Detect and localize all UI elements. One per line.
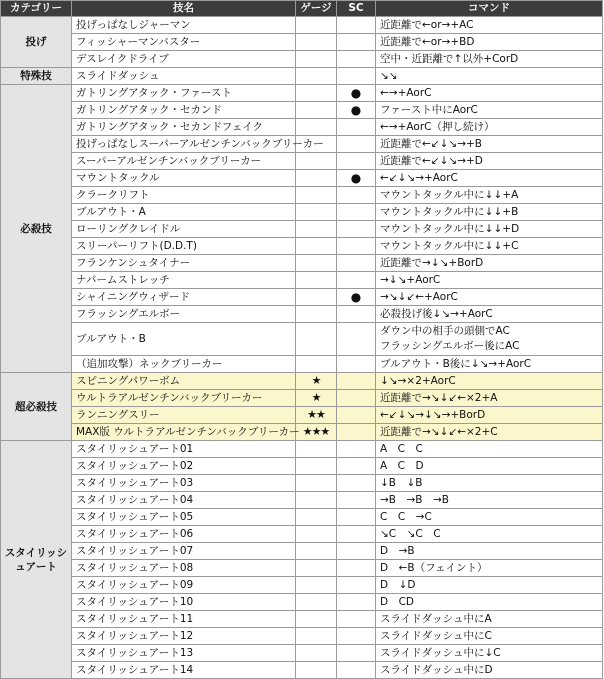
command-cell: 近距離で→↘↓↙←×2+C: [376, 424, 603, 441]
sc-cell: [337, 51, 376, 68]
move-name-cell: スタイリッシュアート09: [72, 577, 296, 594]
gauge-cell: [296, 17, 337, 34]
sc-cell: [337, 407, 376, 424]
command-cell: マウントタックル中に↓↓+C: [376, 238, 603, 255]
gauge-cell: [296, 119, 337, 136]
gauge-cell: [296, 645, 337, 662]
gauge-cell: [296, 170, 337, 187]
gauge-cell: ★: [296, 373, 337, 390]
gauge-cell: [296, 509, 337, 526]
sc-cell: [337, 306, 376, 323]
table-row: [1, 356, 603, 373]
gauge-cell: [296, 238, 337, 255]
command-cell: 近距離で→↘↓↙←×2+A: [376, 390, 603, 407]
move-name-cell: シャイニングウィザード: [72, 289, 296, 306]
command-cell: →B →B →B: [376, 492, 603, 509]
command-cell: マウントタックル中に↓↓+B: [376, 204, 603, 221]
move-name-cell: ガトリングアタック・セカンド: [72, 102, 296, 119]
gauge-cell: [296, 289, 337, 306]
sc-cell: [337, 424, 376, 441]
table-row: [1, 543, 603, 560]
move-name-cell: ガトリングアタック・セカンドフェイク: [72, 119, 296, 136]
sc-cell: [337, 119, 376, 136]
command-cell: ←→+AorC（押し続け）: [376, 119, 603, 136]
header-sc: SC: [337, 1, 376, 17]
table-row: [1, 526, 603, 543]
command-cell: スライドダッシュ中にC: [376, 628, 603, 645]
gauge-cell: [296, 255, 337, 272]
gauge-cell: [296, 306, 337, 323]
table-row: [1, 238, 603, 255]
move-name-cell: スタイリッシュアート02: [72, 458, 296, 475]
move-name-cell: ローリングクレイドル: [72, 221, 296, 238]
table-row: [1, 509, 603, 526]
sc-cell: [337, 68, 376, 85]
sc-cell: [337, 526, 376, 543]
sc-cell: ●: [337, 170, 376, 187]
sc-cell: [337, 17, 376, 34]
category-cell: 投げ: [1, 17, 72, 68]
command-cell: →↘↓↙←+AorC: [376, 289, 603, 306]
gauge-cell: [296, 543, 337, 560]
sc-cell: [337, 492, 376, 509]
move-list-body: [1, 17, 603, 679]
table-row: [1, 458, 603, 475]
move-name-cell: スピニングパワーボム: [72, 373, 296, 390]
table-row: [1, 221, 603, 238]
command-cell: スライドダッシュ中にA: [376, 611, 603, 628]
move-name-cell: フィッシャーマンバスター: [72, 34, 296, 51]
gauge-cell: [296, 441, 337, 458]
sc-cell: [337, 356, 376, 373]
move-name-cell: スタイリッシュアート11: [72, 611, 296, 628]
sc-cell: [337, 611, 376, 628]
sc-cell: ●: [337, 102, 376, 119]
move-name-cell: スタイリッシュアート08: [72, 560, 296, 577]
move-name-cell: デスレイクドライブ: [72, 51, 296, 68]
command-cell: スライドダッシュ中にD: [376, 662, 603, 679]
table-row: [1, 170, 603, 187]
category-cell: 特殊技: [1, 68, 72, 85]
sc-cell: [337, 221, 376, 238]
move-name-cell: （追加攻撃）ネックブリーカー: [72, 356, 296, 373]
gauge-cell: [296, 102, 337, 119]
header-row: [1, 1, 603, 17]
command-line: ダウン中の相手の頭側でAC: [380, 325, 510, 337]
table-row: [1, 68, 603, 85]
command-cell: スライドダッシュ中に↓C: [376, 645, 603, 662]
move-name-cell: 投げっぱなしスーパーアルゼンチンバックブリーカー: [72, 136, 296, 153]
command-cell: D ↓D: [376, 577, 603, 594]
gauge-cell: [296, 628, 337, 645]
table-row: [1, 323, 603, 356]
sc-cell: [337, 238, 376, 255]
gauge-cell: [296, 560, 337, 577]
table-row: [1, 272, 603, 289]
gauge-cell: [296, 68, 337, 85]
table-row: [1, 560, 603, 577]
gauge-cell: [296, 475, 337, 492]
table-row: [1, 289, 603, 306]
move-name-cell: 投げっぱなしジャーマン: [72, 17, 296, 34]
command-cell: マウントタックル中に↓↓+A: [376, 187, 603, 204]
table-row: [1, 85, 603, 102]
move-name-cell: マウントタックル: [72, 170, 296, 187]
gauge-cell: [296, 577, 337, 594]
table-row: [1, 424, 603, 441]
move-name-cell: スリーパーリフト(D.D.T): [72, 238, 296, 255]
move-name-cell: スタイリッシュアート10: [72, 594, 296, 611]
table-row: [1, 51, 603, 68]
header-gauge: ゲージ: [296, 1, 337, 17]
gauge-cell: [296, 34, 337, 51]
gauge-cell: [296, 187, 337, 204]
sc-cell: [337, 577, 376, 594]
table-row: [1, 628, 603, 645]
sc-cell: [337, 34, 376, 51]
gauge-cell: [296, 153, 337, 170]
sc-cell: [337, 475, 376, 492]
command-cell: 近距離で←or→+BD: [376, 34, 603, 51]
sc-cell: [337, 628, 376, 645]
command-cell: ↘C ↘C C: [376, 526, 603, 543]
category-cell: 必殺技: [1, 85, 72, 373]
sc-cell: [337, 390, 376, 407]
command-cell: [376, 323, 603, 356]
sc-cell: [337, 136, 376, 153]
table-row: [1, 119, 603, 136]
command-cell: D →B: [376, 543, 603, 560]
command-cell: 必殺投げ後↓↘→+AorC: [376, 306, 603, 323]
move-name-cell: スーパーアルゼンチンバックブリーカー: [72, 153, 296, 170]
move-name-cell: スタイリッシュアート01: [72, 441, 296, 458]
command-cell: 近距離で←↙↓↘→+D: [376, 153, 603, 170]
move-name-cell: スタイリッシュアート14: [72, 662, 296, 679]
gauge-cell: [296, 594, 337, 611]
sc-cell: [337, 458, 376, 475]
table-row: [1, 153, 603, 170]
gauge-cell: [296, 85, 337, 102]
command-cell: C C →C: [376, 509, 603, 526]
table-row: [1, 441, 603, 458]
gauge-cell: ★★: [296, 407, 337, 424]
gauge-cell: [296, 204, 337, 221]
command-cell: D CD: [376, 594, 603, 611]
move-name-cell: ブルアウト・B: [72, 323, 296, 356]
move-name-cell: スタイリッシュアート07: [72, 543, 296, 560]
sc-cell: [337, 187, 376, 204]
gauge-cell: [296, 492, 337, 509]
gauge-cell: [296, 51, 337, 68]
command-cell: →↓↘+AorC: [376, 272, 603, 289]
gauge-cell: [296, 526, 337, 543]
move-name-cell: ガトリングアタック・ファースト: [72, 85, 296, 102]
table-row: [1, 492, 603, 509]
gauge-cell: [296, 356, 337, 373]
sc-cell: [337, 645, 376, 662]
header-category: カテゴリー: [1, 1, 72, 17]
move-name-cell: スタイリッシュアート04: [72, 492, 296, 509]
gauge-cell: [296, 272, 337, 289]
command-cell: ↓B ↓B: [376, 475, 603, 492]
move-name-cell: フラッシングエルボー: [72, 306, 296, 323]
move-name-cell: スタイリッシュアート06: [72, 526, 296, 543]
command-cell: マウントタックル中に↓↓+D: [376, 221, 603, 238]
sc-cell: ●: [337, 289, 376, 306]
move-name-cell: フランケンシュタイナー: [72, 255, 296, 272]
command-cell: ファースト中にAorC: [376, 102, 603, 119]
sc-cell: [337, 594, 376, 611]
command-cell: D ←B（フェイント）: [376, 560, 603, 577]
move-name-cell: スタイリッシュアート13: [72, 645, 296, 662]
table-row: [1, 407, 603, 424]
move-name-cell: スタイリッシュアート03: [72, 475, 296, 492]
table-row: [1, 577, 603, 594]
table-row: [1, 17, 603, 34]
sc-cell: [337, 560, 376, 577]
table-row: [1, 102, 603, 119]
command-cell: 近距離で←↙↓↘→+B: [376, 136, 603, 153]
table-row: [1, 475, 603, 492]
command-cell: 近距離で→↓↘+BorD: [376, 255, 603, 272]
table-row: [1, 136, 603, 153]
sc-cell: [337, 662, 376, 679]
table-row: [1, 645, 603, 662]
move-name-cell: ブルアウト・A: [72, 204, 296, 221]
table-row: [1, 306, 603, 323]
gauge-cell: [296, 611, 337, 628]
command-cell: 近距離で←or→+AC: [376, 17, 603, 34]
gauge-cell: ★: [296, 390, 337, 407]
table-row: [1, 662, 603, 679]
sc-cell: ●: [337, 85, 376, 102]
table-row: [1, 34, 603, 51]
sc-cell: [337, 323, 376, 356]
table-row: [1, 187, 603, 204]
move-name-cell: MAX版 ウルトラアルゼンチンバックブリーカー: [72, 424, 296, 441]
header-command: コマンド: [376, 1, 603, 17]
table-row: [1, 373, 603, 390]
command-cell: ←→+AorC: [376, 85, 603, 102]
move-name-cell: ランニングスリー: [72, 407, 296, 424]
command-cell: ←↙↓↘→+AorC: [376, 170, 603, 187]
gauge-cell: [296, 221, 337, 238]
move-name-cell: スライドダッシュ: [72, 68, 296, 85]
sc-cell: [337, 543, 376, 560]
table-row: [1, 390, 603, 407]
category-cell: スタイリッシュアート: [1, 441, 72, 679]
command-cell: ↘↘: [376, 68, 603, 85]
gauge-cell: [296, 458, 337, 475]
sc-cell: [337, 373, 376, 390]
gauge-cell: [296, 662, 337, 679]
sc-cell: [337, 509, 376, 526]
sc-cell: [337, 255, 376, 272]
command-cell: A C C: [376, 441, 603, 458]
sc-cell: [337, 441, 376, 458]
table-row: [1, 255, 603, 272]
command-cell: 空中・近距離で↑以外+CorD: [376, 51, 603, 68]
move-name-cell: スタイリッシュアート12: [72, 628, 296, 645]
command-line: フラッシングエルボー後にAC: [380, 340, 520, 352]
table-row: [1, 594, 603, 611]
header-move-name: 技名: [72, 1, 296, 17]
category-cell: 超必殺技: [1, 373, 72, 441]
table-row: [1, 611, 603, 628]
move-name-cell: ウルトラアルゼンチンバックブリーカー: [72, 390, 296, 407]
command-cell: ブルアウト・B後に↓↘→+AorC: [376, 356, 603, 373]
sc-cell: [337, 272, 376, 289]
gauge-cell: ★★★: [296, 424, 337, 441]
sc-cell: [337, 153, 376, 170]
command-cell: ↓↘→×2+AorC: [376, 373, 603, 390]
command-cell: ←↙↓↘→↓↘→+BorD: [376, 407, 603, 424]
table-row: [1, 204, 603, 221]
sc-cell: [337, 204, 376, 221]
move-name-cell: ナパームストレッチ: [72, 272, 296, 289]
command-cell: A C D: [376, 458, 603, 475]
gauge-cell: [296, 323, 337, 356]
move-name-cell: クラークリフト: [72, 187, 296, 204]
move-name-cell: スタイリッシュアート05: [72, 509, 296, 526]
